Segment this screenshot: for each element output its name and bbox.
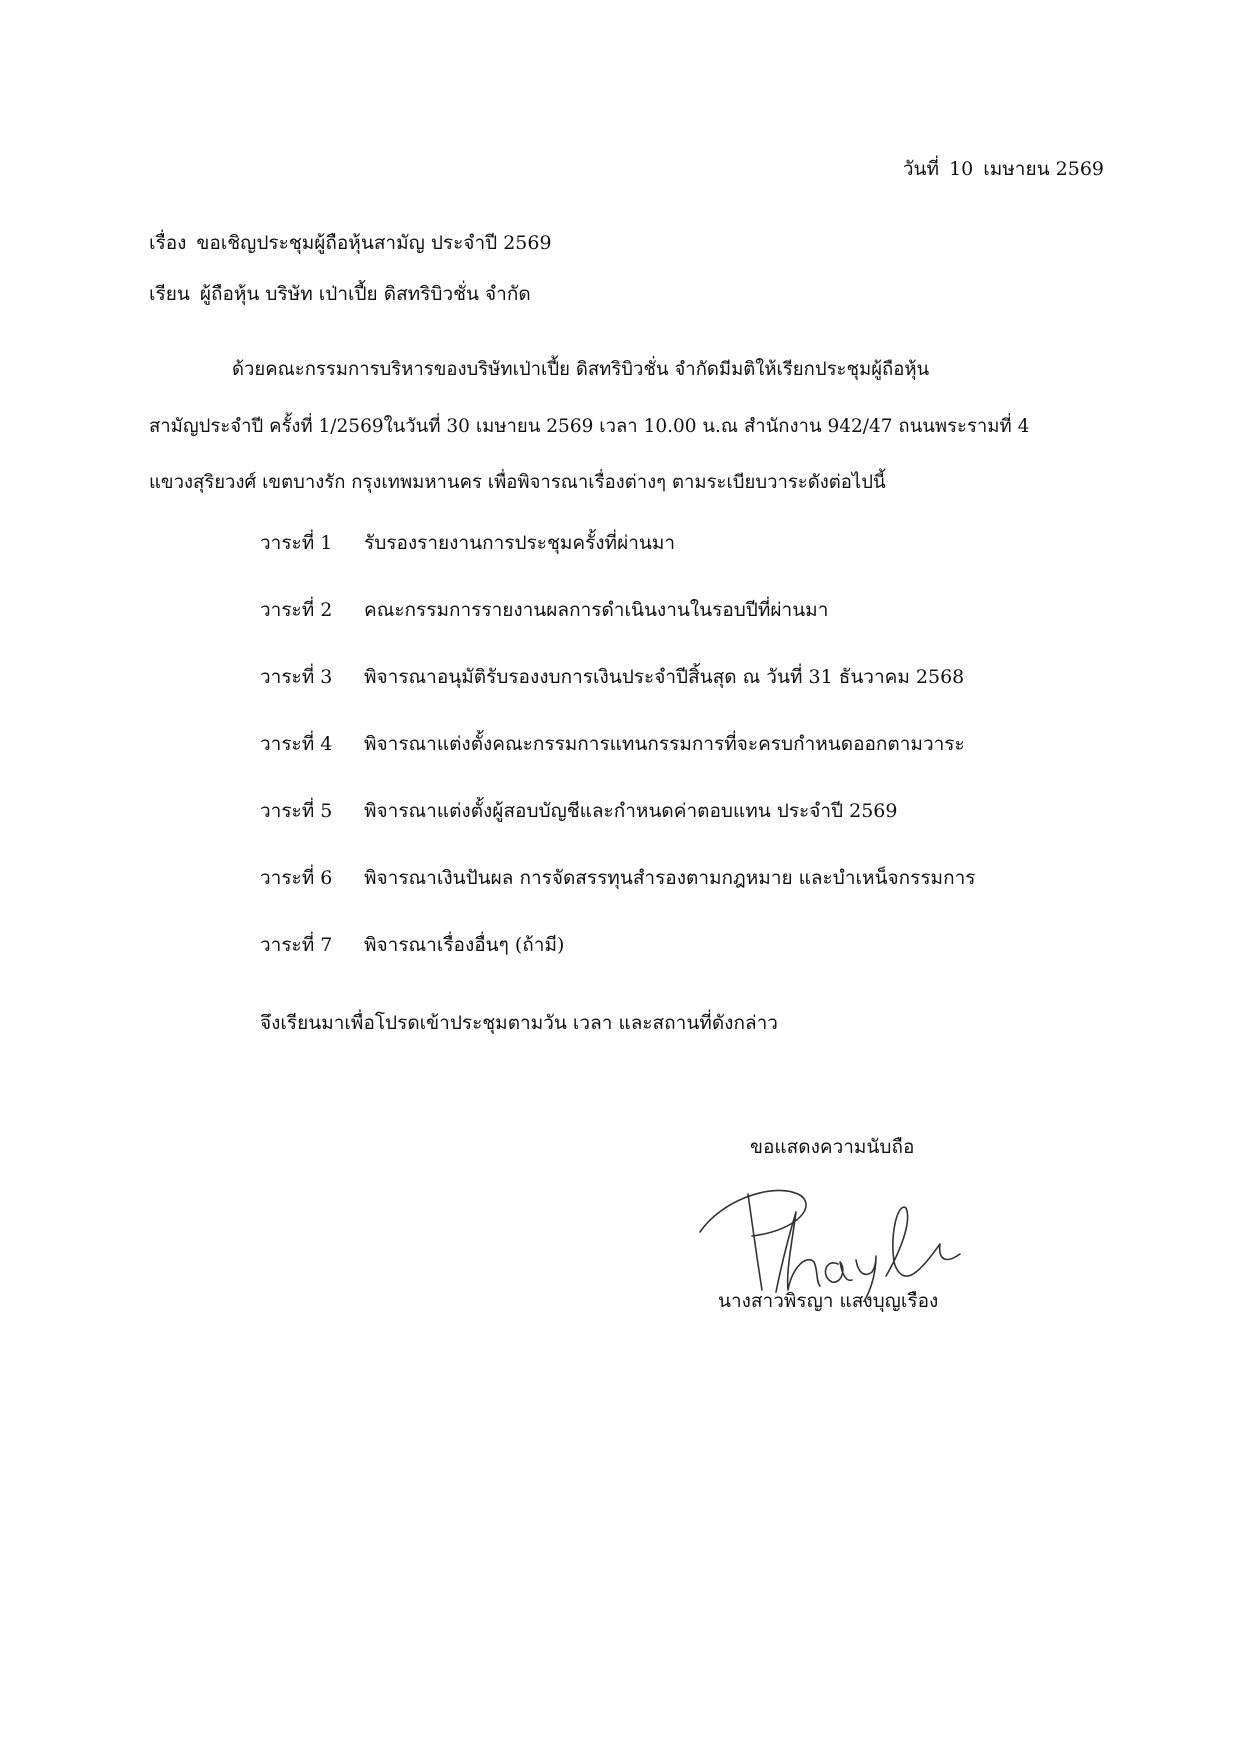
agenda-number: วาระที่ 2 [260,599,333,621]
recipient-text: ผู้ถือหุ้น บริษัท เป่าเปี้ย ดิสทริบิวชั่น จำกัด [199,283,531,305]
agenda-text: รับรองรายงานการประชุมครั้งที่ผ่านมา [364,532,676,554]
agenda-item [260,530,975,597]
agenda-number: วาระที่ 1 [260,532,333,554]
body-paragraph-line-1: ด้วยคณะกรรมการบริหารของบริษัทเป่าเปี้ย ดิสทริบิวชั่น จำกัดมีมติให้เรียกประชุมผู้ถือหุ้น [232,359,930,380]
body-paragraph-line-3: แขวงสุริยวงศ์ เขตบางรัก กรุงเทพมหานคร เพื่อพิจารณาเรื่องต่างๆ ตามระเบียบวาระดังต่อไปนี้ [149,472,886,493]
subject-label: เรื่อง [149,232,187,254]
agenda-text: พิจารณาเงินปันผล การจัดสรรทุนสำรองตามกฎหมาย และบำเหน็จกรรมการ [364,867,976,889]
body-paragraph-line-2: สามัญประจำปี ครั้งที่ 1/2569ในวันที่ 30 เมษายน 2569 เวลา 10.00 น.ณ สำนักงาน 942/47 ถนนพระรามที่ 4 [149,416,1030,437]
agenda-item [260,731,975,798]
agenda-item [260,865,975,932]
letter-date [903,156,1104,182]
agenda-number: วาระที่ 7 [260,934,333,956]
agenda-item [260,798,975,865]
agenda-text: พิจารณาแต่งตั้งผู้สอบบัญชีและกำหนดค่าตอบแทน ประจำปี 2569 [364,800,898,822]
agenda-item [260,932,975,999]
agenda-number: วาระที่ 3 [260,666,333,688]
recipient-label: เรียน [149,283,190,305]
agenda-text: พิจารณาแต่งตั้งคณะกรรมการแทนกรรมการที่จะครบกำหนดออกตามวาระ [364,733,965,755]
date-prefix: วันที่ [902,158,940,180]
agenda-text: คณะกรรมการรายงานผลการดำเนินงานในรอบปีที่ผ่านมา [364,599,829,621]
agenda-text: พิจารณาเรื่องอื่นๆ (ถ้ามี) [364,934,565,956]
agenda-number: วาระที่ 6 [260,867,333,889]
regards-text: ขอแสดงความนับถือ [750,1136,915,1158]
recipient-line [149,281,531,307]
agenda-item [260,597,975,664]
agenda-item [260,664,975,731]
handwritten-signature [690,1172,1000,1302]
agenda-number: วาระที่ 4 [260,733,333,755]
date-month-year: เมษายน 2569 [983,158,1104,180]
subject-line [149,230,552,256]
closing-sentence: จึงเรียนมาเพื่อโปรดเข้าประชุมตามวัน เวลา และสถานที่ดังกล่าว [260,1012,778,1034]
subject-text: ขอเชิญประชุมผู้ถือหุ้นสามัญ ประจำปี 2569 [196,232,552,254]
agenda-text: พิจารณาอนุมัติรับรองงบการเงินประจำปีสิ้นสุด ณ วันที่ 31 ธันวาคม 2568 [364,666,965,688]
date-day: 10 [949,158,974,180]
signer-name: นางสาวพิรญา แสงบุญเรือง [718,1290,939,1312]
agenda-number: วาระที่ 5 [260,800,333,822]
agenda-list [260,530,975,999]
